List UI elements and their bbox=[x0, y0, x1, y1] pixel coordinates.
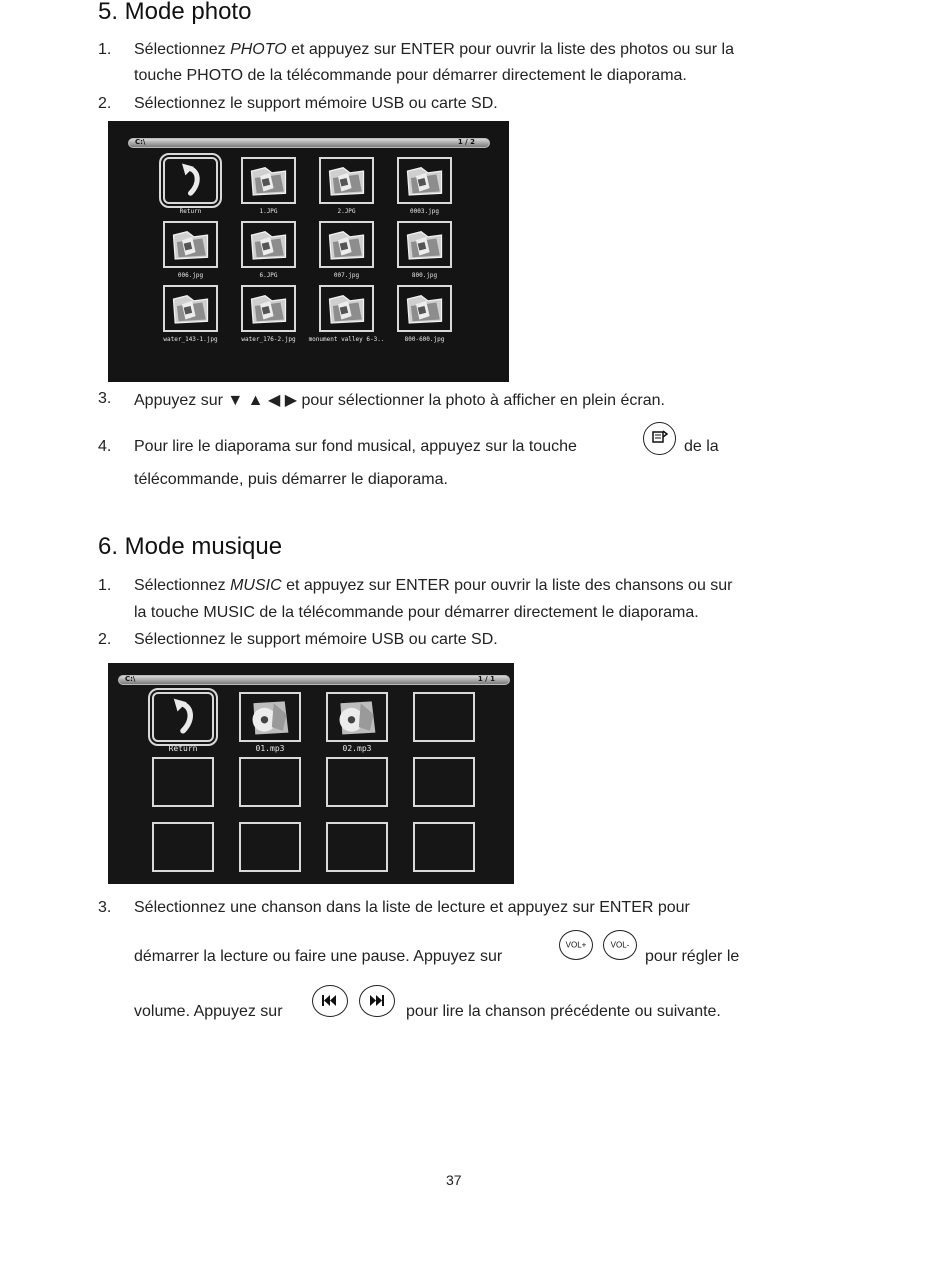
photo-section-heading: 5. Mode photo bbox=[98, 0, 252, 25]
music-empty-slot[interactable] bbox=[326, 822, 388, 872]
music-page-indicator: 1 / 1 bbox=[477, 675, 495, 683]
photo-step-4-line-2: télécommande, puis démarrer le diaporama. bbox=[134, 471, 448, 488]
photo-path-label: C:\ bbox=[135, 138, 146, 146]
music-step-3-number: 3. bbox=[98, 899, 112, 916]
music-empty-slot[interactable] bbox=[413, 757, 475, 807]
music-step-1-number: 1. bbox=[98, 577, 112, 594]
photo-tile[interactable] bbox=[319, 157, 374, 204]
music-empty-slot[interactable] bbox=[326, 757, 388, 807]
music-step-3-line-3-end: pour lire la chanson précédente ou suivante. bbox=[406, 1003, 721, 1020]
music-empty-slot[interactable] bbox=[239, 757, 301, 807]
volume-down-button-icon: VOL- bbox=[603, 930, 637, 960]
next-track-icon bbox=[359, 985, 395, 1017]
photo-caption: 0003.jpg bbox=[410, 208, 439, 215]
photo-caption: 800-600.jpg bbox=[404, 336, 445, 343]
photo-step-4-line-1-end: de la bbox=[684, 438, 719, 455]
photo-step-1-number: 1. bbox=[98, 41, 112, 58]
photo-caption: 1.JPG bbox=[259, 208, 278, 215]
music-tile[interactable] bbox=[152, 692, 214, 742]
photo-tile[interactable] bbox=[397, 221, 452, 268]
music-caption: 01.mp3 bbox=[255, 744, 285, 753]
photo-tile[interactable] bbox=[319, 285, 374, 332]
photo-tile[interactable] bbox=[319, 221, 374, 268]
music-empty-slot[interactable] bbox=[152, 822, 214, 872]
photo-step-4-number: 4. bbox=[98, 438, 112, 455]
photo-caption: water_176-2.jpg bbox=[241, 336, 296, 343]
photo-browser-screenshot bbox=[108, 121, 509, 382]
photo-caption: 006.jpg bbox=[177, 272, 204, 279]
music-caption: 02.mp3 bbox=[342, 744, 372, 753]
photo-keyword: PHOTO bbox=[230, 41, 287, 58]
photo-page-indicator: 1 / 2 bbox=[457, 138, 475, 146]
music-step-2-text: Sélectionnez le support mémoire USB ou carte SD. bbox=[134, 631, 498, 648]
photo-tile[interactable] bbox=[163, 157, 218, 204]
photo-step-1-line-1: Sélectionnez PHOTO et appuyez sur ENTER pour ouvrir la liste des photos ou sur la bbox=[134, 41, 734, 58]
photo-step-2-text: Sélectionnez le support mémoire USB ou carte SD. bbox=[134, 95, 498, 112]
photo-step-1-line-2: touche PHOTO de la télécommande pour démarrer directement le diaporama. bbox=[134, 67, 687, 84]
photo-step-3-number: 3. bbox=[98, 390, 112, 407]
photo-tile[interactable] bbox=[163, 221, 218, 268]
music-empty-slot[interactable] bbox=[413, 692, 475, 742]
music-empty-slot[interactable] bbox=[239, 822, 301, 872]
photo-tile[interactable] bbox=[241, 221, 296, 268]
photo-step-2-number: 2. bbox=[98, 95, 112, 112]
music-step-3-line-2-start: démarrer la lecture ou faire une pause. Appuyez sur bbox=[134, 948, 503, 965]
music-tile[interactable] bbox=[326, 692, 388, 742]
music-step-3-line-2-end: pour régler le bbox=[645, 948, 740, 965]
photo-tile[interactable] bbox=[241, 157, 296, 204]
photo-caption: 2.JPG bbox=[337, 208, 356, 215]
photo-path-bar bbox=[128, 138, 490, 148]
photo-caption: 800.jpg bbox=[411, 272, 438, 279]
photo-step-4-line-1-start: Pour lire le diaporama sur fond musical, appuyez sur la touche bbox=[134, 438, 577, 455]
music-section-heading: 6. Mode musique bbox=[98, 533, 283, 560]
music-path-label: C:\ bbox=[125, 675, 136, 683]
photo-caption: 6.JPG bbox=[259, 272, 278, 279]
volume-up-button-icon: VOL+ bbox=[559, 930, 593, 960]
photo-caption: monument valley 6-3.. bbox=[308, 336, 385, 343]
music-empty-slot[interactable] bbox=[413, 822, 475, 872]
music-step-1-line-1: Sélectionnez MUSIC et appuyez sur ENTER pour ouvrir la liste des chansons ou sur bbox=[134, 577, 733, 594]
music-browser-screenshot bbox=[108, 663, 514, 884]
music-step-2-number: 2. bbox=[98, 631, 112, 648]
music-path-bar bbox=[118, 675, 510, 685]
music-step-3-line-3-start: volume. Appuyez sur bbox=[134, 1003, 283, 1020]
photo-tile[interactable] bbox=[163, 285, 218, 332]
photo-tile[interactable] bbox=[397, 157, 452, 204]
photo-step-3-text: Appuyez sur ▼ ▲ ◀ ▶ pour sélectionner la photo à afficher en plein écran. bbox=[134, 392, 665, 409]
music-step-3-line-1: Sélectionnez une chanson dans la liste de lecture et appuyez sur ENTER pour bbox=[134, 899, 690, 916]
music-tile[interactable] bbox=[239, 692, 301, 742]
photo-caption: 007.jpg bbox=[333, 272, 360, 279]
slideshow-music-button-icon bbox=[643, 422, 676, 455]
music-empty-slot[interactable] bbox=[152, 757, 214, 807]
music-step-1-line-2: la touche MUSIC de la télécommande pour démarrer directement le diaporama. bbox=[134, 604, 699, 621]
page-number: 37 bbox=[446, 1172, 462, 1188]
photo-caption: water_143-1.jpg bbox=[163, 336, 218, 343]
music-caption: Return bbox=[168, 744, 198, 753]
music-keyword: MUSIC bbox=[230, 577, 282, 594]
previous-track-icon bbox=[312, 985, 348, 1017]
photo-tile[interactable] bbox=[241, 285, 296, 332]
photo-tile[interactable] bbox=[397, 285, 452, 332]
photo-caption: Return bbox=[179, 208, 202, 215]
